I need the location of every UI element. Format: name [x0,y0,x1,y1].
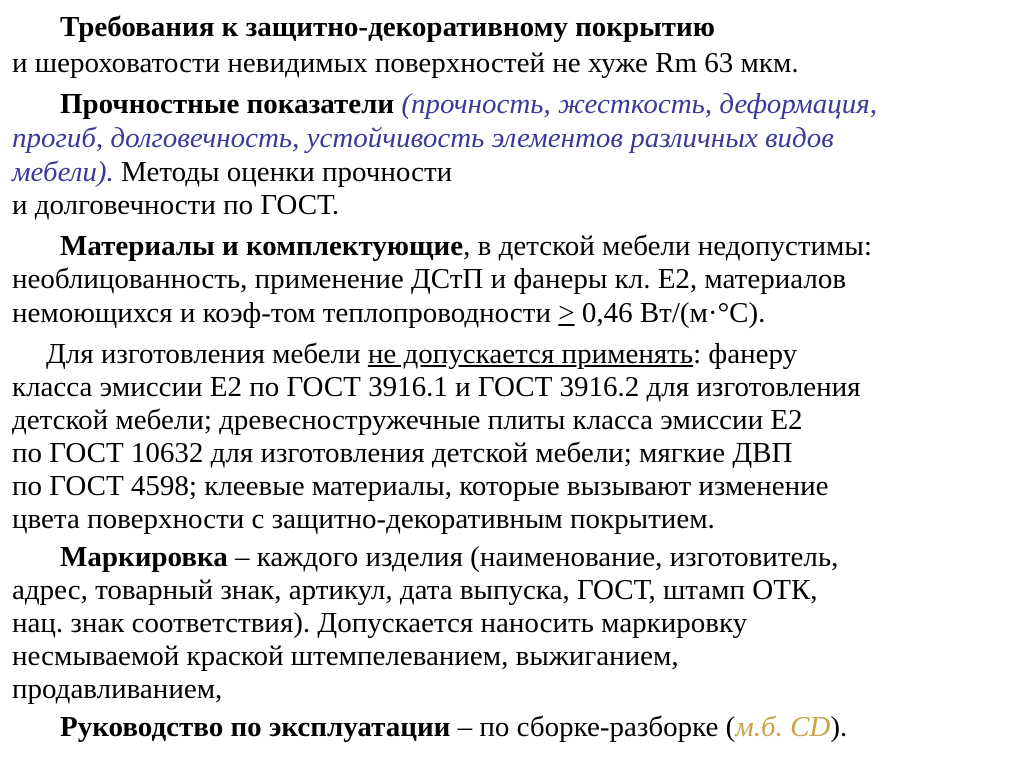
p3-heading: Материалы и комплектующие [60,230,464,262]
p4-line-1 [46,337,797,371]
p4-line1-b: : фанеру [693,338,798,370]
p5-line-2: адрес, товарный знак, артикул, дата выпуска, ГОСТ, штамп ОТК, [12,574,818,606]
p5-line-4: несмываемой краской штемпелеванием, выжиганием, [12,640,679,672]
p4-line1-a: Для изготовления мебели [46,338,368,370]
p4-line-5: по ГОСТ 4598; клеевые материалы, которые вызывают изменение [12,470,829,502]
p3-line-3 [12,296,765,330]
p4-line-6: цвета поверхности с защитно-декоративным покрытием. [12,503,715,535]
p5-line-5: продавливанием, [12,673,223,705]
p3-line3-b: 0,46 Вт/(м·°С). [574,297,766,329]
p1-heading: Требования к защитно-декоративному покрытию [60,11,715,43]
p2-line-4: и долговечности по ГОСТ. [12,189,340,221]
p3-line-1 [60,229,872,263]
p5-line-1 [60,540,838,574]
p5-line1-rest: – каждого изделия (наименование, изготовитель, [227,541,839,573]
p3-line1-rest: , в детской мебели недопустимы: [463,230,872,262]
p4-line-4: по ГОСТ 10632 для изготовления детской мебели; мягкие ДВП [12,437,793,469]
p2-heading: Прочностные показатели [60,88,395,120]
p2-line-3 [12,155,452,189]
p6-text: – по сборке-разборке ( [450,711,736,743]
p6-heading: Руководство по эксплуатации [60,711,451,743]
p3-line3-a: немоющихся и коэф-том теплопроводности [12,297,559,329]
p1-line-2: и шероховатости невидимых поверхностей не хуже Rm 63 мкм. [12,47,799,79]
p4-line-3: детской мебели; древесностружечные плиты класса эмиссии Е2 [12,404,803,436]
p2-line-1 [60,87,877,121]
p1-line-1 [60,10,715,44]
p2-note-2: прогиб, долговечность, устойчивость элементов различных видов [12,122,834,154]
p2-note-3: мебели). [12,156,114,188]
p6-line-1 [60,710,847,744]
p4-line-2: класса эмиссии Е2 по ГОСТ 3916.1 и ГОСТ 3916.2 для изготовления [12,371,861,403]
p5-heading: Маркировка [60,541,228,573]
p4-underlined: не допускается применять [367,338,694,370]
p2-text-3: Методы оценки прочности [113,156,453,188]
p3-line-2: необлицованность, применение ДСтП и фанеры кл. Е2, материалов [12,263,847,295]
p5-line-3: нац. знак соответствия). Допускается наносить маркировку [12,607,748,639]
gte-symbol: > [558,297,575,329]
p6-end: ). [830,711,848,743]
p2-line-2 [12,121,834,155]
p6-note: м.б. CD [735,711,831,743]
p2-note-1: (прочность, жесткость, деформация, [401,88,878,120]
